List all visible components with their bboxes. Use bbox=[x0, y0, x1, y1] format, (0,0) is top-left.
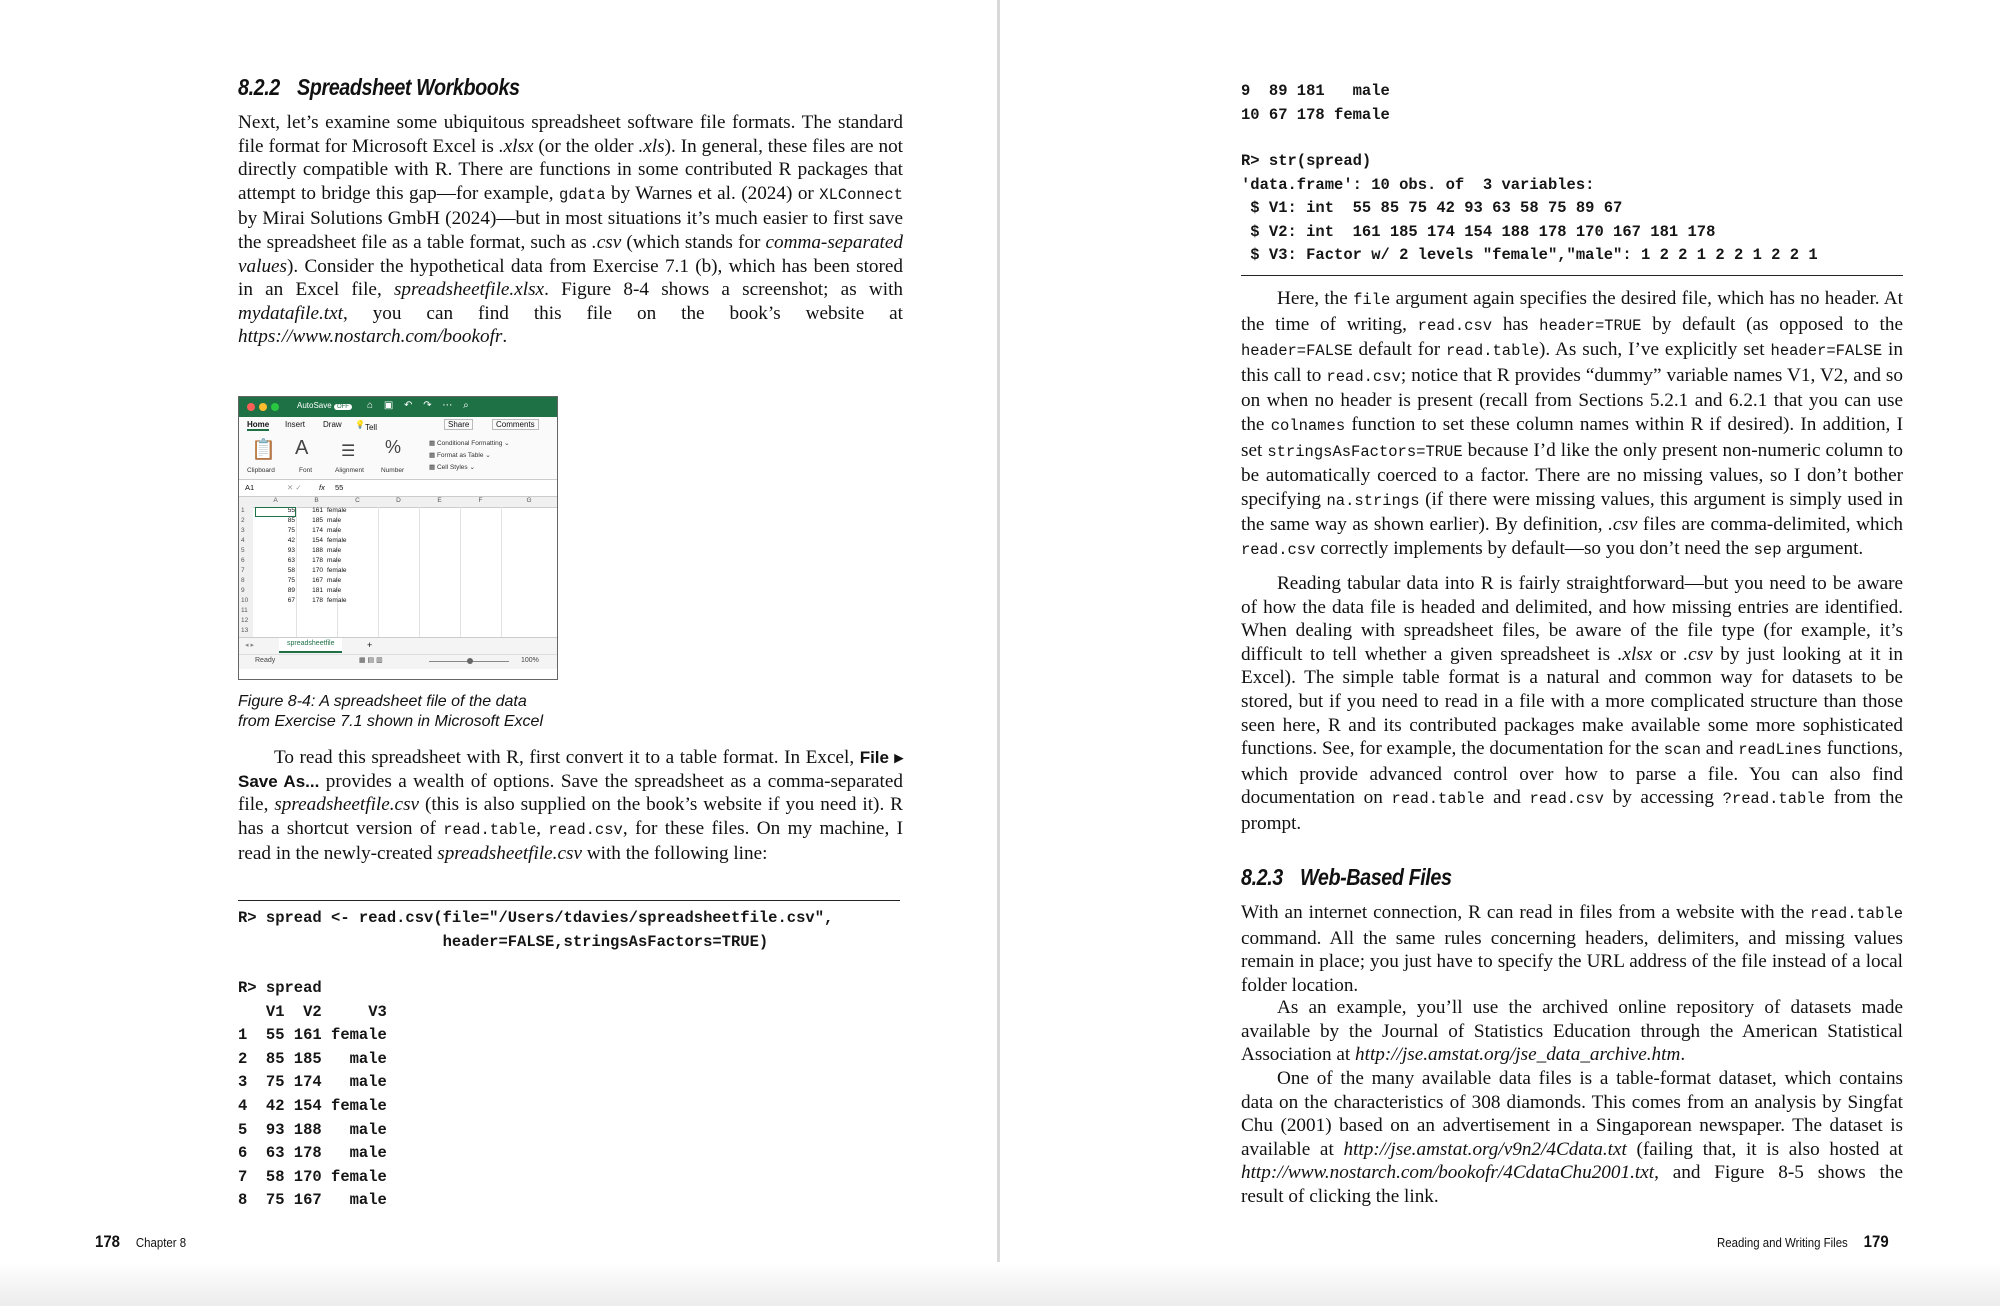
name-box: A1 bbox=[245, 483, 255, 492]
sheet-tab-spreadsheetfile: spreadsheetfile bbox=[279, 638, 342, 653]
status-text: Ready bbox=[255, 657, 276, 664]
cell-a: 42 bbox=[287, 537, 295, 544]
col-header: E bbox=[419, 497, 461, 508]
ribbon-label-font: Font bbox=[299, 467, 313, 474]
cell-b: 154 bbox=[312, 537, 323, 544]
maximize-dot-icon bbox=[271, 403, 279, 411]
comments-button: Comments bbox=[492, 419, 539, 430]
col-header: B bbox=[296, 497, 338, 508]
paragraph-jse-archive: As an example, you’ll use the archived online repository of datasets made available by the Journal of Statistics Education through the American Statistical Association at http://jse.amstat.org/jse_data_archive.htm. bbox=[1241, 997, 1903, 1066]
cell-c: female bbox=[327, 537, 347, 544]
cell-a: 75 bbox=[287, 527, 295, 534]
row-number: 1 bbox=[239, 507, 253, 517]
code-rule bbox=[238, 900, 900, 901]
cancel-confirm-icons: ✕ ✓ bbox=[287, 483, 302, 492]
left-page bbox=[0, 0, 998, 1306]
sheet-row bbox=[239, 617, 557, 627]
ribbon-label-alignment: Alignment bbox=[335, 467, 364, 474]
cell-b: 178 bbox=[312, 597, 323, 604]
footer-right: Reading and Writing Files 179 bbox=[1717, 1232, 1889, 1251]
ribbon-label-number: Number bbox=[381, 467, 405, 474]
cell-c: male bbox=[327, 517, 342, 524]
row-number: 4 bbox=[239, 537, 253, 547]
row-number: 10 bbox=[239, 597, 253, 607]
minimize-dot-icon bbox=[259, 403, 267, 411]
col-header: A bbox=[255, 497, 297, 508]
cell-a: 55 bbox=[287, 507, 295, 514]
row-number: 5 bbox=[239, 547, 253, 557]
cell-c: female bbox=[327, 597, 347, 604]
cell-a: 75 bbox=[287, 577, 295, 584]
cell-b: 178 bbox=[312, 557, 323, 564]
sheet-row bbox=[239, 547, 557, 557]
sheet-row bbox=[239, 597, 557, 607]
sheet-row bbox=[239, 527, 557, 537]
paragraph-header-explanation: Here, the file argument again specifies the desired file, which has no header. At the time of writing, read.csv has header=TRUE by default (as opposed to the header=FALSE default for read.table). As such, I’ve explicitly set header=FALSE in this call to read.csv; notice that R provides “dummy” variable names V1, V2, and so on when no header is present (recall from Sections 5.2.1 and 6.2.1 that you can use the colnames function to set these column names within R if desired). In addition, I set stringsAsFactors=TRUE because I’d like the only present non-numeric column to be automatically coerced to a factor. There are no missing values, so I don’t bother specifying na.strings (if there were missing values, this argument is simply used in the same way as shown earlier). By definition, .csv files are comma-delimited, which read.csv correctly implements by default—so you don’t need the sep argument. bbox=[1241, 288, 1903, 559]
row-number: 11 bbox=[239, 607, 253, 617]
cell-c: male bbox=[327, 547, 342, 554]
section-heading-8-2-3: 8.2.3 Web-Based Files bbox=[1241, 864, 1452, 890]
footer-left: 178 Chapter 8 bbox=[95, 1232, 187, 1251]
cell-a: 58 bbox=[287, 567, 295, 574]
quick-access-icons: ⌂ ▣ ↶ ↷ ⋯ ⌕ bbox=[367, 400, 473, 411]
cell-b: 161 bbox=[312, 507, 323, 514]
sheet-grid bbox=[239, 497, 557, 637]
col-header: G bbox=[501, 497, 558, 508]
figure-caption: Figure 8-4: A spreadsheet file of the data from Exercise 7.1 shown in Microsoft Excel bbox=[238, 693, 543, 730]
clipboard-icon: 📋 bbox=[251, 439, 276, 461]
col-header: D bbox=[378, 497, 420, 508]
row-number: 8 bbox=[239, 577, 253, 587]
ribbon-home bbox=[239, 433, 557, 480]
cell-b: 174 bbox=[312, 527, 323, 534]
cell-c: male bbox=[327, 557, 342, 564]
sheet-nav-icons: ◂ ▸ bbox=[245, 642, 254, 649]
paragraph-reading-tabular-data: Reading tabular data into R is fairly straightforward—but you need to be aware of how the data file is headed and delimited, and how missing entries are identified. When dealing with spreadsheet files, be aware of the file type (for example, it’s difficult to tell whether a given spreadsheet is .xlsx or .csv by just looking at it in Excel). The simple table format is a natural and common way for datasets to be stored, but if you need to read in a file with a more complicated structure than those seen here, R and its contributed packages make available some more sophisticated functions. See, for example, the documentation for the scan and readLines functions, which provide advanced control over how to parse a file. You can also find documentation on read.table and read.csv by accessing ?read.table from the prompt. bbox=[1241, 573, 1904, 834]
cell-styles: ▦ Cell Styles ⌄ bbox=[429, 464, 475, 471]
font-icon: A bbox=[295, 437, 309, 459]
cell-b: 185 bbox=[312, 517, 323, 524]
cell-a: 93 bbox=[287, 547, 295, 554]
sheet-row bbox=[239, 537, 557, 547]
conditional-formatting: ▦ Conditional Formatting ⌄ bbox=[429, 440, 510, 447]
alignment-icon: ☰ bbox=[341, 443, 356, 460]
row-number: 13 bbox=[239, 627, 253, 637]
close-dot-icon bbox=[247, 403, 255, 411]
cell-b: 170 bbox=[312, 567, 323, 574]
tab-home: Home bbox=[247, 420, 270, 429]
code-spread-output: R> spread V1 V2 V3 1 55 161 female 2 85 185 male 3 75 174 male 4 42 154 female 5 93 188 male 6 63 178 male 7 58 170 female 8 75 167 male bbox=[238, 979, 387, 1210]
sheet-tabs bbox=[239, 637, 557, 654]
nostarch-diamonds-url: http://www.nostarch.com/bookofr/4CdataChu2001.txt bbox=[1241, 1162, 1655, 1184]
cell-a: 63 bbox=[287, 557, 295, 564]
cell-a: 85 bbox=[287, 517, 295, 524]
cell-c: female bbox=[327, 567, 347, 574]
view-icons: ▦ ▤ ▥ bbox=[359, 657, 383, 664]
status-bar bbox=[239, 654, 557, 669]
zoom-level: 100% bbox=[521, 657, 539, 664]
code-spread-output-cont: 9 89 181 male 10 67 178 female bbox=[1241, 82, 1390, 124]
formula-bar bbox=[239, 480, 557, 497]
paragraph-spreadsheet-intro: Next, let’s examine some ubiquitous spreadsheet software file formats. The standard file format for Microsoft Excel is .xlsx (or the older .xls). In general, these files are not directly compatible with R. There are functions in some contributed R packages that attempt to bridge this gap—for example, gdata by Warnes et al. (2024) or XLConnect by Mirai Solutions GmbH (2024)—but in most situations it’s much easier to first save the spreadsheet file as a table format, such as .csv (which stands for comma-separated values). Consider the hypothetical data from Exercise 7.1 (b), which has been stored in an Excel file, spreadsheetfile.xlsx. Figure 8-4 shows a screenshot; as with mydatafile.txt, you can find this file on the book’s website at https://www.nostarch.com/bookofr. bbox=[238, 112, 904, 348]
excel-title-bar bbox=[239, 397, 557, 417]
row-number: 2 bbox=[239, 517, 253, 527]
code-rule bbox=[1241, 275, 1903, 276]
sheet-row bbox=[239, 567, 557, 577]
ribbon-tabs bbox=[239, 417, 557, 433]
row-number: 7 bbox=[239, 567, 253, 577]
cell-b: 181 bbox=[312, 587, 323, 594]
cell-c: female bbox=[327, 507, 347, 514]
sheet-row bbox=[239, 627, 557, 637]
formula-value: 55 bbox=[335, 483, 344, 492]
tell-me: 💡 Tell bbox=[355, 420, 377, 432]
paragraph-diamonds-dataset: One of the many available data files is a table-format dataset, which contains data on the characteristics of 308 diamonds. This comes from an analysis by Singfat Chu (2001) based on an advertisement in a Singaporean newspaper. The dataset is available at http://jse.amstat.org/v9n2/4Cdata.txt (failing that, it is also hosted at http://www.nostarch.com/bookofr/4CdataChu2001.txt, and Figure 8-5 shows the result of clicking the link. bbox=[1241, 1068, 1903, 1207]
sheet-row bbox=[239, 517, 557, 527]
col-header: C bbox=[337, 497, 379, 508]
sheet-row bbox=[239, 587, 557, 597]
bottom-shadow bbox=[0, 1262, 2000, 1306]
paragraph-read-spreadsheet: To read this spreadsheet with R, first convert it to a table format. In Excel, File ▸ Save As... provides a wealth of options. Save the spreadsheet as a comma-separated file, spreadsheetfile.csv (this is also supplied on the book’s website if you need it). R has a shortcut version of read.table, read.csv, for these files. On my machine, I read in the newly-created spreadsheetfile.csv with the following line: bbox=[238, 747, 904, 865]
number-format-icon: % bbox=[385, 437, 402, 457]
section-heading-8-2-2: 8.2.2 Spreadsheet Workbooks bbox=[238, 74, 520, 100]
tab-draw: Draw bbox=[323, 420, 342, 429]
zoom-slider-thumb bbox=[467, 658, 473, 664]
diamonds-url: http://jse.amstat.org/v9n2/4Cdata.txt bbox=[1343, 1138, 1627, 1160]
tab-insert: Insert bbox=[285, 420, 306, 429]
row-number: 9 bbox=[239, 587, 253, 597]
cell-b: 167 bbox=[312, 577, 323, 584]
cell-c: male bbox=[327, 527, 342, 534]
cell-c: male bbox=[327, 587, 342, 594]
cell-b: 188 bbox=[312, 547, 323, 554]
sheet-row bbox=[239, 557, 557, 567]
selected-cell bbox=[255, 507, 296, 517]
code-str-spread: R> str(spread) 'data.frame': 10 obs. of 3 variables: $ V1: int 55 85 75 42 93 63 58 75 89 67 $ V2: int 161 185 174 154 188 178 170 167 181 178 $ V3: Factor w/ 2 levels "female","male": 1 2 2 1 2 2 1 2 2 1 bbox=[1241, 152, 1818, 265]
sheet-row bbox=[239, 607, 557, 617]
cell-a: 89 bbox=[287, 587, 295, 594]
right-page bbox=[1000, 0, 2000, 1306]
row-number: 12 bbox=[239, 617, 253, 627]
add-sheet-button: + bbox=[367, 640, 373, 650]
col-header: F bbox=[460, 497, 502, 508]
autosave-label: AutoSave OFF bbox=[297, 401, 352, 410]
code-read-csv: R> spread <- read.csv(file="/Users/tdavies/spreadsheetfile.csv", header=FALSE,stringsAsFactors=TRUE) bbox=[238, 909, 834, 951]
paragraph-web-files: With an internet connection, R can read in files from a website with the read.table command. All the same rules concerning headers, delimiters, and missing values remain in place; you just have to specify the URL address of the file instead of a local folder location. bbox=[1241, 902, 1903, 996]
cell-c: male bbox=[327, 577, 342, 584]
excel-screenshot-figure bbox=[238, 396, 558, 680]
row-number: 3 bbox=[239, 527, 253, 537]
jse-archive-url: http://jse.amstat.org/jse_data_archive.htm bbox=[1355, 1044, 1681, 1066]
fx-label: fx bbox=[319, 483, 325, 492]
ribbon-label-clipboard: Clipboard bbox=[247, 467, 275, 474]
sheet-row bbox=[239, 577, 557, 587]
format-as-table: ▦ Format as Table ⌄ bbox=[429, 452, 491, 459]
cell-a: 67 bbox=[287, 597, 295, 604]
row-number: 6 bbox=[239, 557, 253, 567]
share-button: Share bbox=[444, 419, 473, 430]
book-url: https://www.nostarch.com/bookofr bbox=[238, 326, 503, 348]
